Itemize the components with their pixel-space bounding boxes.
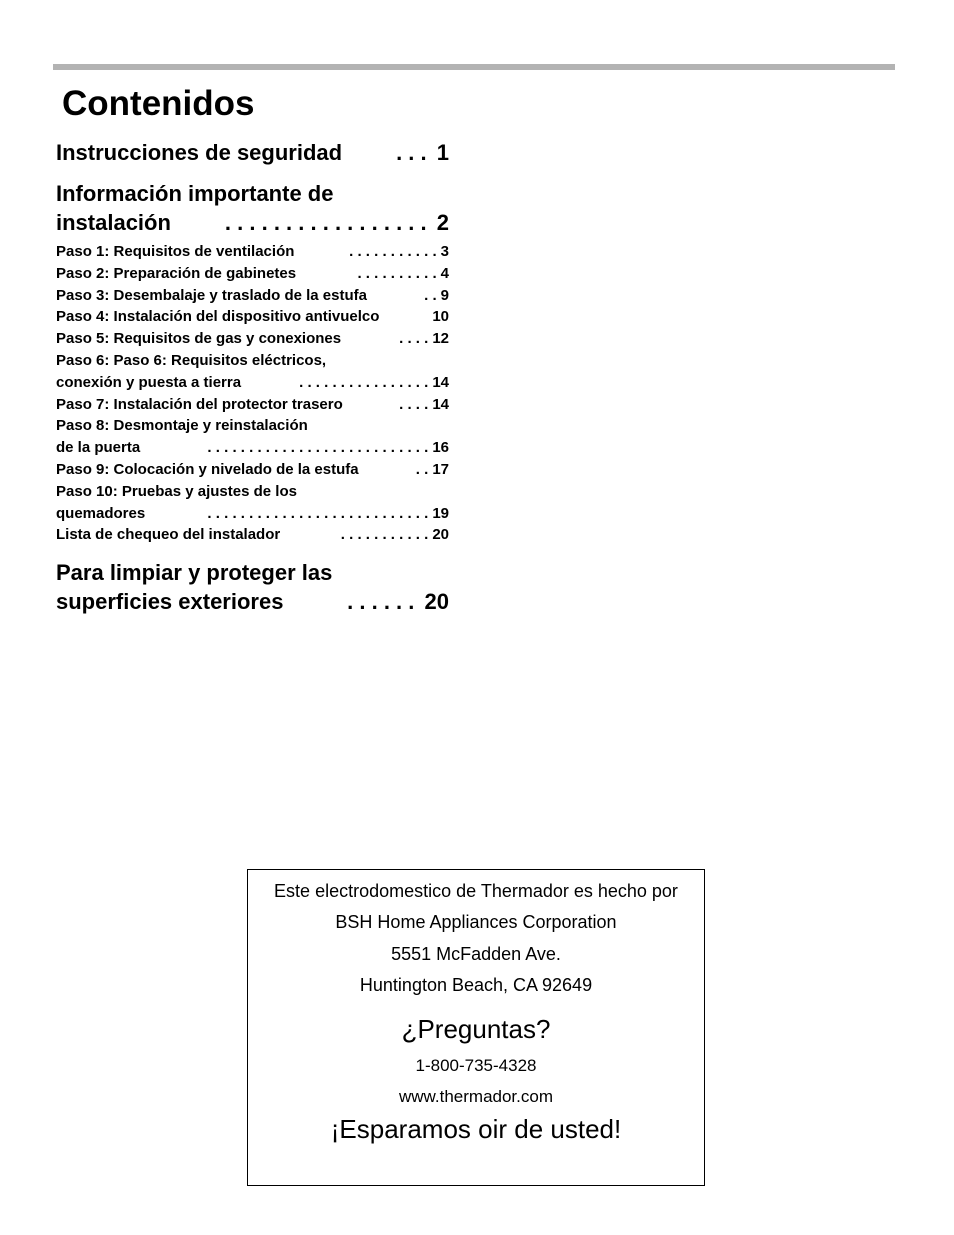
phone-number[interactable]: 1-800-735-4328 (415, 1056, 537, 1076)
toc-label: conexión y puesta a tierra (56, 373, 242, 391)
street-address: 5551 McFadden Ave. (391, 943, 561, 964)
toc-label: superficies exteriores (56, 589, 284, 615)
toc-label: de la puerta (56, 439, 141, 457)
manufacturer-line: Este electrodomestico de Thermador es hecho por (274, 881, 678, 901)
toc-leader: . . . . . . . . . . . (336, 526, 429, 544)
toc-entry-paso-6-line1[interactable]: Paso 6: Paso 6: Requisitos eléctricos, (56, 351, 327, 369)
toc-entry-paso-9[interactable] (56, 459, 449, 481)
toc-page-number: 1 (436, 140, 449, 165)
toc-leader: . . . (396, 140, 433, 165)
questions-heading: ¿Preguntas? (401, 1014, 551, 1045)
toc-entry-paso-5[interactable] (56, 328, 449, 350)
toc-label: Paso 7: Instalación del protector trasero (56, 395, 343, 413)
toc-label: quemadores (56, 504, 146, 522)
top-rule (53, 64, 895, 70)
toc-label: instalación (56, 210, 171, 235)
toc-leader: . . . . . . . . . . . (349, 243, 437, 260)
toc-page-number: 3 (440, 243, 449, 260)
toc-leader: . . . . . . . . . . . . . . . . . (224, 210, 433, 235)
toc-entry-paso-10-line1[interactable]: Paso 10: Pruebas y ajustes de los (56, 482, 297, 500)
toc-page-number: 17 (432, 460, 449, 478)
toc-page-number: 16 (432, 439, 449, 457)
toc-page-number: 9 (440, 286, 449, 304)
toc-entry-paso-7[interactable] (56, 394, 449, 416)
toc-entry-paso-10[interactable] (56, 503, 449, 525)
toc-entry-paso-8-line1[interactable]: Paso 8: Desmontaje y reinstalación (56, 417, 308, 435)
toc-label: Lista de chequeo del instalador (56, 526, 281, 544)
contact-box (247, 869, 705, 1186)
toc-entry-info[interactable] (56, 208, 449, 237)
toc-label: Paso 2: Preparación de gabinetes (56, 264, 297, 282)
page-title: Contenidos (62, 84, 255, 123)
toc-leader: . . . . . . . . . . . . . . . . . . . . . . . . . . . (203, 439, 429, 457)
toc-label: Paso 3: Desembalaje y traslado de la estufa (56, 286, 367, 304)
toc-leader: . . . . . . . . . . . . . . . . (294, 373, 429, 391)
toc-entry-paso-6[interactable] (56, 372, 449, 394)
toc-page-number: 14 (432, 373, 449, 391)
toc-leader: . . . . (394, 330, 429, 348)
toc-label: Paso 1: Requisitos de ventilación (56, 243, 295, 260)
toc-entry-seguridad[interactable] (56, 138, 449, 167)
toc-entry-paso-3[interactable] (56, 285, 449, 307)
toc-entry-paso-4[interactable] (56, 306, 449, 328)
toc-entry-paso-8[interactable] (56, 437, 449, 459)
toc-page-number: 2 (436, 210, 449, 235)
toc-entry-info-line1[interactable]: Información importante de (56, 181, 334, 206)
toc-leader: . . . . . . (334, 589, 421, 615)
toc-label: Paso 5: Requisitos de gas y conexiones (56, 330, 342, 348)
toc-leader: . . (419, 286, 437, 304)
website-link[interactable]: www.thermador.com (399, 1087, 553, 1107)
toc-entry-lista[interactable] (56, 524, 449, 546)
toc-leader: . . . . (394, 395, 429, 413)
toc-label: Paso 9: Colocación y nivelado de la estufa (56, 460, 359, 478)
toc-page-number: 10 (432, 308, 449, 326)
toc-leader: . . (411, 460, 429, 478)
toc-page-number: 12 (432, 330, 449, 348)
toc-page-number: 19 (432, 504, 449, 522)
toc-entry-limpiar-line1[interactable]: Para limpiar y proteger las (56, 560, 333, 586)
table-of-contents (56, 138, 449, 616)
toc-label: Instrucciones de seguridad (56, 140, 343, 165)
toc-page-number: 20 (432, 526, 449, 544)
toc-page-number: 20 (424, 589, 449, 615)
city-address: Huntington Beach, CA 92649 (359, 974, 593, 995)
toc-page-number: 4 (440, 264, 449, 282)
closing-message: ¡Esparamos oir de usted! (330, 1114, 622, 1145)
toc-page-number: 14 (432, 395, 449, 413)
toc-label: Paso 4: Instalación del dispositivo antivuelco (56, 308, 380, 326)
toc-leader: . . . . . . . . . . . . . . . . . . . . . . . . . . . (203, 504, 429, 522)
toc-entry-paso-1[interactable] (56, 241, 449, 263)
toc-leader: . . . . . . . . . . (353, 264, 437, 282)
toc-entry-paso-2[interactable] (56, 263, 449, 285)
company-name: BSH Home Appliances Corporation (335, 912, 617, 933)
toc-entry-limpiar[interactable] (56, 587, 449, 616)
